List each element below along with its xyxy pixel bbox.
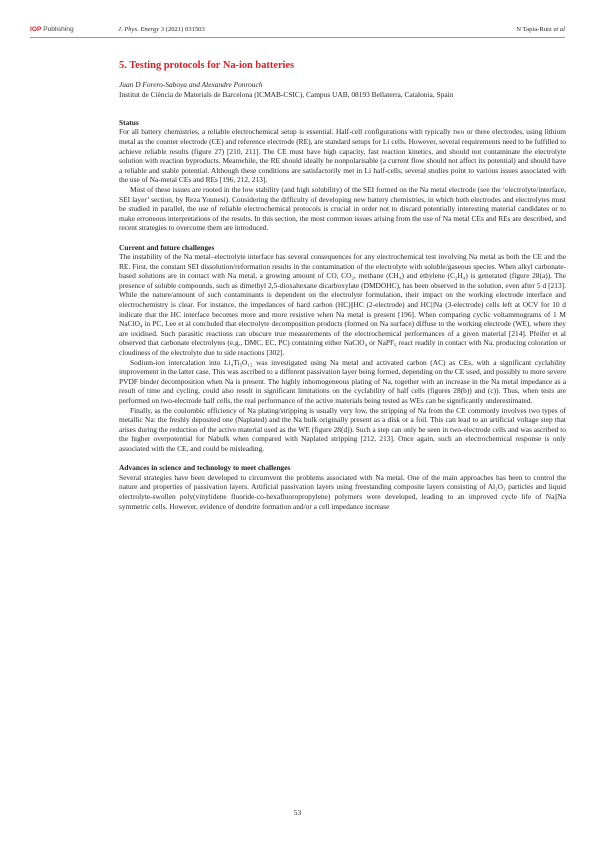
status-paragraph-1: For all battery chemistries, a reliable electrochemical setup is essential. Half-cell configurations with typically two or three electrodes, using lithium metal as the counter electrode (CE) and reference electrode (RE), are standard setups for Li cells. However, several requirements need to be fulfilled to achieve reliable results (figure 27) [210, 211]. The CE must have high capacity, fast reaction kinetics, and should not contaminate the electrolyte solution with reaction byproducts. Meanwhile, the RE should ideally be nonpolarisable (a current flow should not affect its potential) and should have a reliable and stable potential. Although these conditions are satisfactorily met in Li half-cells, several studies point to various issues associated with the use of Na-metal CEs and REs [196, 212, 213]. xyxy=(119,127,566,185)
challenges-paragraph-1: The instability of the Na metal–electrolyte interface has several consequences for any electrochemical test involving Na metal as both the CE and the RE. First, the constant SEI dissolution/reformation results in the contamination of the electrolyte with soluble/gaseous species. When alkyl carbonate-based solutions are in contact with Na metal, a growing amount of CO, CO₂, methane (CH₄) and ethylene (C₂H₄) is generated (figure 28(a)). The presence of soluble compounds, such as dimethyl 2,5-dioxahexane dicarboxylate (DMDOHC), has been observed in the solution, even after 5 d [213]. While the nature/amount of such contaminants is dependent on the electrolyte formulation, their impact on the working electrode interface and electrochemistry is clear. For instance, the impedances of hard carbon (HC)||HC (2-electrode) and HC||Na (3-electrode) cells left at OCV for 10 d indicate that the HC interface becomes more and more resistive when Na metal is present [196]. When comparing cyclic voltammograms of 1 M NaClO₄ in PC, Lee et al concluded that electrolyte decomposition products (formed on Na surface) diffuse to the working electrode (WE), where they are oxidised. Such parasitic reactions can obscure true measurements of the electrochemical performances of a given material [214]. Pfeifer et al observed that carbonate electrolytes (e.g., DMC, EC, PC) containing either NaClO₄ or NaPF₆ react readily in contact with Na, producing coloration or cloudiness of the electrolyte due to side reactions [302]. xyxy=(119,252,566,358)
section-title: 5. Testing protocols for Na-ion batteries xyxy=(119,60,295,71)
header-authors: N Tapia-Ruiz et al xyxy=(516,26,565,33)
challenges-heading: Current and future challenges xyxy=(119,242,215,252)
advances-paragraph-1: Several strategies have been developed to circumvent the problems associated with Na metal. One of the main approaches has been to control the nature and properties of passivation layers. Artificial passivation layers using freestanding composite layers consisting of Al₂O₃ particles and liquid electrolyte-swollen poly(vinylidene fluoride-co-hexafluoropropylene) polymers were developed, leading to an improved cycle life of Na||Na symmetric cells. However, evidence of dendrite formation and/or a cell impedance increase xyxy=(119,472,566,511)
article-body xyxy=(119,60,566,511)
header-rule xyxy=(30,37,565,38)
challenges-paragraph-3: Finally, as the coulombic efficiency of Na plating/stripping is usually very low, the stripping of Na from the CE commonly involves two types of metallic Na: the freshly deposited one (Naplated) and the Na bulk originally present as a disk or a foil. This can lead to an artificial voltage step that arises during the reduction of the active material used as the WE (figure 28(d)). Such a step can only be seen in two-electrode cells and was ascribed to the higher overpotential for Nabulk when compared with Naplated stripping [212, 213]. Once again, such an electrochemical response is only associated with the CE, and could be misleading. xyxy=(119,405,566,453)
section-authors: Juan D Forero-Saboya and Alexandre Ponrouch xyxy=(119,80,263,89)
challenges-paragraph-2: Sodium-ion intercalation into Li₄Ti₅O₁₂ was investigated using Na metal and activated carbon (AC) as CEs, with a significant cyclability improvement in the latter case. This was ascribed to a different passivation layer being formed, depending on the CE used, and possibly to more severe PVDF binder decomposition when Na is present. The highly inhomogeneous plating of Na, together with an increase in the Na metal impedance as a result of time and cycling, could also result in significant limitations on the cyclability of half cells (figures 28(b)) and (c)). Thus, when tests are performed on two-electrode half cells, the real performance of the active materials being tested as WEs can be significantly underestimated. xyxy=(119,357,566,405)
status-heading: Status xyxy=(119,117,139,127)
affiliation: Institut de Ciència de Materials de Barcelona (ICMAB-CSIC), Campus UAB, 08193 Bellaterra, Catalonia, Spain xyxy=(119,89,454,99)
status-paragraph-2: Most of these issues are rooted in the low stability (and high solubility) of the SEI formed on the Na metal electrode (see the ‘electrolyte/interface, SEI layer’ section, by Reza Younesi). Considering the difficulty of developing new battery chemistries, in which both electrodes and electrolytes must be studied in parallel, the use of reliable electrochemical protocols is crucial in order not to discard potentially interesting material candidates or to make erroneous interpretations of the results. In this section, the most common issues arising from the use of Na metal CEs and REs are described, and recent strategies to overcome them are introduced. xyxy=(119,184,566,233)
publisher-logo: IOP Publishing xyxy=(30,26,74,33)
advances-heading: Advances in science and technology to meet challenges xyxy=(119,463,291,473)
page-number: 53 xyxy=(293,808,302,817)
journal-reference: J. Phys. Energy 3 (2021) 031503 xyxy=(118,26,205,33)
